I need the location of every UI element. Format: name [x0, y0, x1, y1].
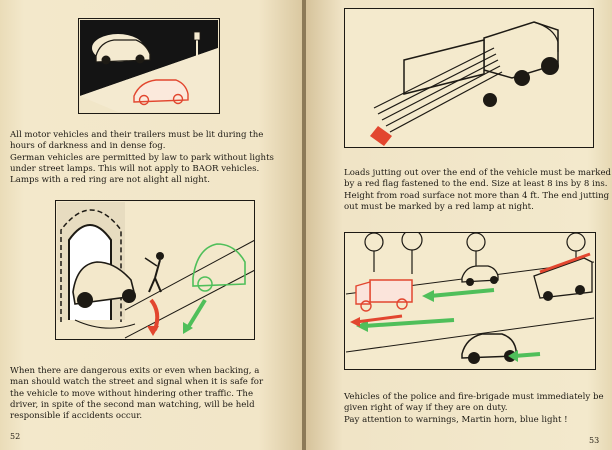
text-line: out must be marked by a red lamp at night. — [344, 201, 534, 212]
text-line: given right of way if they are on duty. — [344, 403, 508, 414]
police-fire-text — [344, 392, 604, 426]
text-line: German vehicles are permitted by law to park without lights — [10, 152, 274, 163]
text-line: under street lamps. This will not apply to BAOR vehicles. — [10, 163, 260, 174]
text-line: the vehicle to move without hindering other traffic. The — [10, 388, 254, 399]
page-number-right: 53 — [589, 436, 600, 445]
jutting-load-illustration — [344, 8, 594, 148]
text-line: hours of darkness and in dense fog. — [10, 141, 166, 152]
right-page — [306, 0, 612, 450]
text-line: Pay attention to warnings, Martin horn, blue light ! — [344, 414, 568, 425]
text-line: Loads jutting out over the end of the vehicle must be marked — [344, 168, 612, 178]
text-line: Vehicles of the police and fire-brigade must immediately be — [344, 392, 604, 402]
text-line: Lamps with a red ring are not alight all night. — [10, 175, 210, 186]
page-number-left: 52 — [10, 432, 21, 441]
text-line: responsible if accidents occur. — [10, 411, 143, 422]
lighting-rules-text — [10, 130, 274, 186]
night-parking-illustration — [78, 18, 220, 114]
text-line: by a red flag fastened to the end. Size at least 8 ins by 8 ins. — [344, 179, 608, 190]
loads-rules-text — [344, 168, 611, 213]
dangerous-exit-illustration — [55, 200, 255, 340]
right-of-way-illustration — [344, 232, 596, 370]
text-line: driver, in spite of the second man watching, will be held — [10, 399, 255, 410]
text-line: man should watch the street and signal when it is safe for — [10, 377, 264, 388]
dangerous-exits-text — [10, 366, 263, 422]
text-line: When there are dangerous exits or even when backing, a — [10, 366, 260, 376]
left-page — [0, 0, 304, 450]
text-line: All motor vehicles and their trailers must be lit during the — [10, 130, 264, 140]
text-line: Height from road surface not more than 4 ft. The end jutting — [344, 190, 610, 201]
